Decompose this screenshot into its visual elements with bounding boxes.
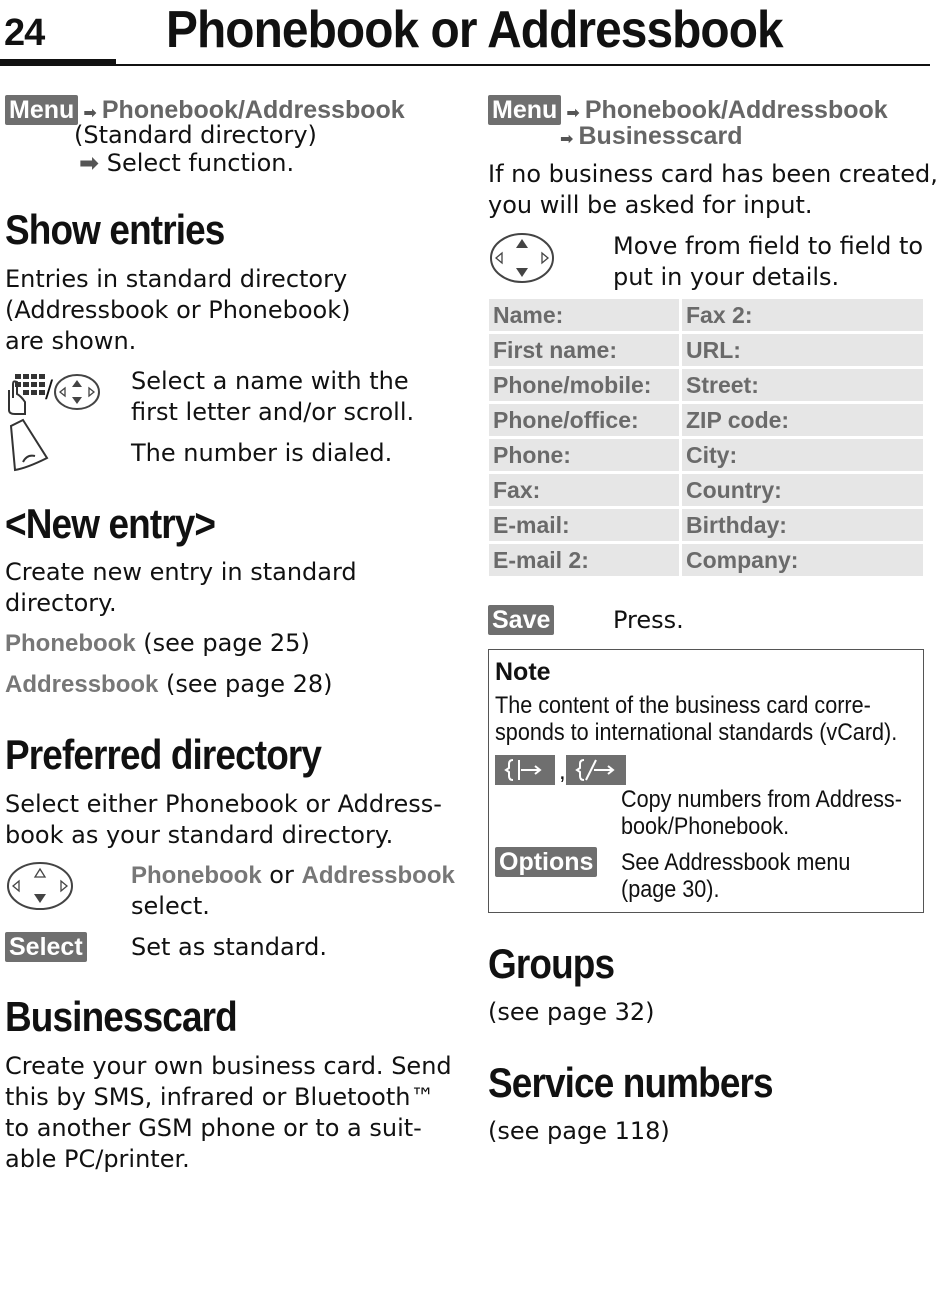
- text-line: to another GSM phone or to a suit-: [5, 1114, 422, 1142]
- text-line: book as your standard directory.: [5, 821, 394, 849]
- field-cell: Phone/office:: [489, 404, 679, 436]
- right-menu-path-line2: [560, 122, 742, 151]
- text-line: first letter and/or scroll.: [131, 398, 415, 426]
- table-row: [489, 509, 923, 541]
- field-cell: Company:: [682, 544, 923, 576]
- page-ref-text: (see page 28): [158, 670, 333, 698]
- copy-number-icon: [495, 755, 555, 785]
- addressbook-ref: [5, 669, 333, 700]
- phonebook-ref: [5, 628, 310, 659]
- field-cell: ZIP code:: [682, 404, 923, 436]
- menu-softkey[interactable]: Menu: [5, 95, 78, 125]
- field-cell: Phone/mobile:: [489, 369, 679, 401]
- text-line: you will be asked for input.: [488, 191, 813, 219]
- service-numbers-ref: (see page 118): [488, 1117, 670, 1145]
- field-cell: Birthday:: [682, 509, 923, 541]
- arrow-right-icon: ➡: [83, 103, 97, 122]
- text-line: select.: [131, 892, 210, 920]
- table-row: [489, 544, 923, 576]
- text-line: sponds to international standards (vCard).: [495, 719, 898, 746]
- copy-number-key[interactable]: [495, 755, 555, 785]
- text-line: Copy numbers from Address-: [621, 786, 902, 813]
- copy-number-icon: [566, 755, 626, 785]
- section-heading-show-entries: Show entries: [5, 206, 225, 253]
- addressbook-option[interactable]: Addressbook: [301, 862, 455, 889]
- section-heading-groups: Groups: [488, 940, 615, 987]
- text-line: Create your own business card. Send: [5, 1052, 452, 1080]
- call-key-icon: [7, 418, 53, 474]
- comma-separator: ,: [559, 758, 566, 785]
- header-rule: [0, 64, 930, 66]
- set-standard-text: Set as standard.: [131, 933, 327, 961]
- text-line: The content of the business card corre-: [495, 692, 871, 719]
- right-menu-path: [488, 95, 888, 125]
- text-line: Move from field to field to: [613, 232, 924, 260]
- keypad-icon: [5, 372, 47, 416]
- select-name-text: [131, 366, 414, 428]
- menu-path-item: Phonebook/Addressbook: [584, 96, 888, 124]
- menu-path-item: Businesscard: [578, 122, 743, 150]
- section-heading-businesscard: Businesscard: [5, 993, 237, 1040]
- move-fields-text: [613, 231, 923, 293]
- arrow-right-icon: ➡: [566, 103, 580, 122]
- text-line: directory.: [5, 589, 117, 617]
- addressbook-link[interactable]: Addressbook: [5, 671, 159, 698]
- menu-path-line3: [79, 148, 294, 179]
- table-row: [489, 474, 923, 506]
- table-row: [489, 369, 923, 401]
- businesscard-intro: [488, 159, 938, 221]
- section-heading-new-entry: <New entry>: [5, 500, 216, 547]
- menu-path-item: Phonebook/Addressbook: [101, 96, 405, 124]
- number-dialed-text: The number is dialed.: [131, 439, 393, 467]
- press-text: Press.: [613, 606, 684, 634]
- options-row: [495, 847, 597, 877]
- businesscard-fields-table: [486, 296, 926, 579]
- text-line: See Addressbook menu: [621, 849, 851, 876]
- field-cell: URL:: [682, 334, 923, 366]
- page-title: Phonebook or Addressbook: [166, 1, 783, 59]
- text-line: Select a name with the: [131, 367, 409, 395]
- select-row: [5, 932, 87, 962]
- text-line: book/Phonebook.: [621, 813, 790, 840]
- text-line: this by SMS, infrared or Bluetooth™: [5, 1083, 435, 1111]
- navigator-key-icon: [53, 372, 101, 412]
- table-row: [489, 299, 923, 331]
- options-softkey[interactable]: Options: [495, 847, 597, 877]
- show-entries-text: [5, 264, 350, 357]
- text-line: Entries in standard directory: [5, 265, 348, 293]
- field-cell: Fax:: [489, 474, 679, 506]
- text-line: If no business card has been created,: [488, 160, 938, 188]
- text-line: put in your details.: [613, 263, 840, 291]
- text-line: Create new entry in standard: [5, 558, 357, 586]
- field-cell: E-mail 2:: [489, 544, 679, 576]
- text-line: (page 30).: [621, 876, 720, 903]
- note-title: Note: [495, 658, 551, 686]
- field-cell: First name:: [489, 334, 679, 366]
- preferred-options: [131, 860, 455, 922]
- field-cell: Phone:: [489, 439, 679, 471]
- save-softkey[interactable]: Save: [488, 605, 554, 635]
- field-cell: City:: [682, 439, 923, 471]
- select-function-text: Select function.: [106, 149, 295, 177]
- field-cell: E-mail:: [489, 509, 679, 541]
- text-line: able PC/printer.: [5, 1145, 190, 1173]
- navigator-key-icon: [488, 231, 556, 285]
- table-row: [489, 404, 923, 436]
- text-line: are shown.: [5, 327, 137, 355]
- navigator-key-icon: [5, 860, 75, 912]
- options-text: [621, 849, 850, 903]
- field-cell: Country:: [682, 474, 923, 506]
- keypad-nav-icons: [5, 372, 47, 420]
- new-entry-text: [5, 557, 357, 619]
- copy-numbers-text: [621, 786, 902, 840]
- or-text: or: [261, 861, 302, 889]
- phonebook-link[interactable]: Phonebook: [5, 630, 136, 657]
- table-row: [489, 439, 923, 471]
- slash-separator: /: [45, 375, 54, 403]
- menu-path-line2: (Standard directory): [74, 121, 317, 149]
- field-cell: Name:: [489, 299, 679, 331]
- section-heading-preferred-directory: Preferred directory: [5, 731, 322, 778]
- arrow-right-icon: ➡: [560, 129, 574, 148]
- save-row: [488, 605, 554, 635]
- section-heading-service-numbers: Service numbers: [488, 1059, 773, 1106]
- table-row: [489, 334, 923, 366]
- select-softkey[interactable]: Select: [5, 932, 87, 962]
- groups-ref: (see page 32): [488, 998, 655, 1026]
- field-cell: Fax 2:: [682, 299, 923, 331]
- text-line: Select either Phonebook or Address-: [5, 790, 442, 818]
- copy-number-key-alt[interactable]: [566, 755, 626, 785]
- menu-softkey[interactable]: Menu: [488, 95, 561, 125]
- preferred-text: [5, 789, 442, 851]
- note-box: [488, 649, 924, 913]
- phonebook-option[interactable]: Phonebook: [131, 862, 262, 889]
- field-cell: Street:: [682, 369, 923, 401]
- page-ref-text: (see page 25): [135, 629, 310, 657]
- arrow-right-icon: ➡: [79, 149, 100, 177]
- page-number: 24: [4, 12, 45, 54]
- note-text: [495, 692, 897, 746]
- businesscard-text: [5, 1051, 452, 1175]
- text-line: (Addressbook or Phonebook): [5, 296, 351, 324]
